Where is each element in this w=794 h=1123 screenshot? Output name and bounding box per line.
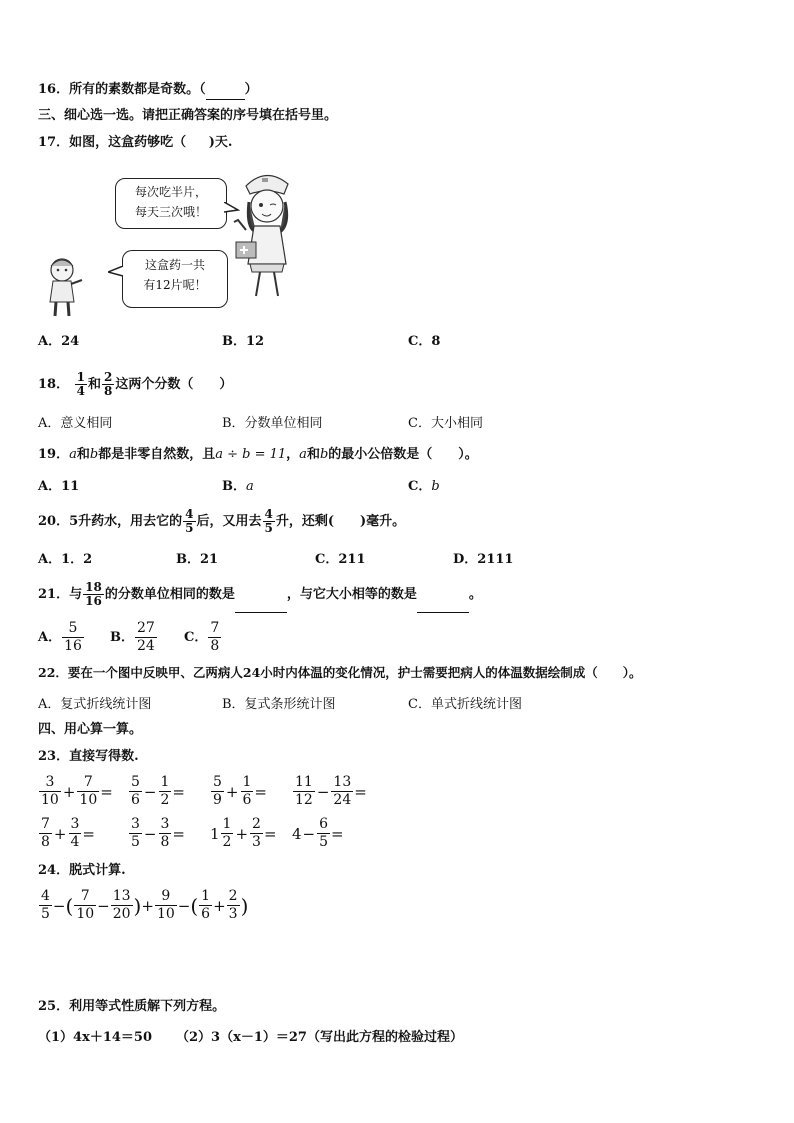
fraction: [39, 888, 52, 923]
fraction: [241, 774, 254, 809]
denominator: 16: [85, 594, 102, 608]
equals-sign: =: [172, 824, 185, 843]
paren-close: ）: [244, 82, 258, 97]
paren-close: )天.: [208, 135, 233, 150]
bubble-text: 每天三次哦！: [134, 205, 207, 219]
operator: +: [53, 824, 67, 843]
question-number: 18．: [38, 377, 70, 392]
fraction: [159, 774, 172, 809]
numerator: 7: [210, 620, 220, 636]
variable-a: a: [69, 447, 77, 462]
option-b[interactable]: B．复式条形统计图: [222, 697, 336, 712]
numerator: 1: [242, 774, 252, 790]
calc-item[interactable]: [210, 774, 267, 809]
option-c[interactable]: C．8: [408, 334, 441, 349]
calc-item[interactable]: [292, 816, 344, 851]
paren: ): [240, 893, 249, 918]
operator: −: [177, 896, 191, 915]
operator: −: [143, 782, 157, 801]
fraction: [62, 620, 84, 655]
numerator: 7: [41, 816, 50, 832]
fraction: [75, 371, 87, 398]
operator: +: [213, 896, 226, 915]
question-19: [38, 446, 478, 464]
option-label: B．: [110, 630, 134, 645]
question-text: 5升药水，用去它的: [69, 514, 183, 529]
denominator: 4: [76, 384, 85, 398]
calc-item[interactable]: [292, 774, 367, 809]
question-22: [38, 664, 642, 682]
fraction: [155, 888, 177, 923]
fraction: [83, 581, 104, 608]
question-text: 直接写得数.: [69, 749, 139, 764]
fraction: [227, 888, 240, 923]
question-text: 的分数单位相同的数是: [104, 587, 235, 602]
equation: a ÷ b = 11: [215, 447, 287, 462]
numerator: 4: [41, 888, 50, 904]
whole-number: 4: [292, 824, 302, 843]
question-number: 20．: [38, 514, 70, 529]
whole-number: 1: [210, 824, 220, 843]
nurse-illustration: [232, 168, 300, 300]
numerator: 18: [85, 580, 102, 594]
denominator: 10: [76, 906, 95, 922]
numerator: 4: [264, 507, 273, 521]
option-d[interactable]: D．2111: [453, 552, 514, 567]
question-number: 22．: [38, 665, 68, 680]
operator: +: [235, 824, 249, 843]
fraction: [69, 816, 82, 851]
section-4-heading: 四、用心算一算。: [38, 722, 143, 737]
question-number: 25．: [38, 999, 70, 1014]
operator: −: [316, 782, 330, 801]
fraction: [250, 816, 263, 851]
denominator: 10: [79, 792, 98, 808]
option-a[interactable]: A．1．2: [38, 552, 93, 567]
question-text: 升，还剩( )毫升。: [275, 514, 406, 529]
question-text: 的最小公倍数是（ ）。: [328, 447, 478, 462]
answer-blank[interactable]: [186, 135, 209, 150]
question-number: 23．: [38, 749, 70, 764]
option-c[interactable]: C．单式折线统计图: [408, 697, 522, 712]
denominator: 20: [112, 906, 131, 922]
equals-sign: =: [82, 824, 95, 843]
question-text: 都是非零自然数，且: [98, 447, 216, 462]
question-24: [38, 862, 126, 880]
denominator: 8: [104, 384, 113, 398]
question-text: 所有的素数都是奇数。（: [69, 82, 206, 97]
question-21: [38, 578, 482, 613]
numerator: 7: [83, 774, 93, 790]
fraction: [129, 816, 142, 851]
operator: +: [141, 896, 154, 915]
fraction: [211, 774, 224, 809]
denominator: 3: [228, 906, 238, 922]
bubble-tail: [224, 202, 240, 214]
bubble-text: 每次吃半片，: [134, 185, 207, 199]
numerator: 27: [137, 620, 155, 636]
conjunction: 和: [76, 447, 90, 462]
fraction: [159, 816, 172, 851]
equals-sign: =: [331, 824, 344, 843]
question-text: ，: [286, 447, 300, 462]
fraction: [263, 508, 275, 535]
fraction: [221, 816, 234, 851]
fraction: [183, 508, 195, 535]
equation-1: （1）4x＋14＝50: [38, 1030, 153, 1045]
denominator: 6: [242, 792, 252, 808]
numerator: 1: [222, 816, 232, 832]
fraction: [208, 620, 221, 655]
variable-b: b: [431, 479, 440, 494]
numerator: 2: [228, 888, 238, 904]
question-18: [38, 368, 232, 402]
bubble-text: 这盒药一共: [144, 258, 205, 272]
fraction: [331, 774, 353, 809]
equation-2: （2）3（x－1）＝27（写出此方程的检验过程）: [176, 1030, 463, 1045]
calc-item[interactable]: [128, 774, 185, 809]
fraction: [77, 774, 99, 809]
option-label: C．: [184, 630, 208, 645]
question-text: 。: [468, 587, 482, 602]
denominator: 5: [185, 521, 194, 535]
operator: −: [97, 896, 110, 915]
child-illustration: [40, 256, 86, 318]
question-23: [38, 748, 139, 766]
calc-item[interactable]: [210, 816, 277, 851]
question-text: 脱式计算.: [69, 863, 126, 878]
denominator: 6: [131, 792, 140, 808]
numerator: 2: [252, 816, 261, 832]
numerator: 11: [295, 774, 313, 790]
numerator: 2: [104, 370, 113, 384]
option-a[interactable]: A．复式折线统计图: [38, 697, 152, 712]
numerator: 4: [185, 507, 194, 521]
question-text: 与: [69, 587, 83, 602]
denominator: 16: [64, 638, 82, 654]
option-a[interactable]: A．24: [38, 334, 80, 349]
operator: −: [143, 824, 157, 843]
question-16: [38, 81, 258, 100]
numerator: 5: [68, 620, 78, 636]
answer-blank[interactable]: [206, 81, 245, 100]
option-c[interactable]: C．大小相同: [408, 416, 483, 431]
illustration: [40, 168, 300, 318]
numerator: 1: [201, 888, 211, 904]
question-number: 17．: [38, 135, 70, 150]
numerator: 1: [160, 774, 170, 790]
bubble-text: 有12片呢！: [143, 278, 207, 292]
expression-q24: [38, 888, 248, 923]
denominator: 10: [156, 906, 175, 922]
numerator: 1: [76, 370, 85, 384]
equals-sign: =: [100, 782, 113, 801]
numerator: 13: [333, 774, 352, 790]
fraction: [111, 888, 133, 923]
numerator: 5: [213, 774, 222, 790]
option-a[interactable]: A．意义相同: [38, 416, 113, 431]
option-label: C．: [408, 479, 432, 494]
fraction: [74, 888, 96, 923]
fraction: [102, 371, 114, 398]
question-text: ，与它大小相等的数是: [286, 587, 417, 602]
option-c[interactable]: [184, 620, 222, 655]
denominator: 8: [41, 834, 50, 850]
denominator: 5: [131, 834, 140, 850]
section-3-heading: 三、细心选一选。请把正确答案的序号填在括号里。: [38, 108, 338, 123]
option-c[interactable]: C．211: [315, 552, 366, 567]
nurse-speech-bubble: [115, 178, 227, 229]
option-b[interactable]: B．21: [176, 552, 219, 567]
denominator: 3: [252, 834, 261, 850]
equals-sign: =: [254, 782, 267, 801]
numerator: 7: [80, 888, 90, 904]
question-text: 利用等式性质解下列方程。: [69, 999, 226, 1014]
fraction: [199, 888, 212, 923]
numerator: 3: [160, 816, 170, 832]
operator: −: [302, 824, 316, 843]
denominator: 4: [70, 834, 80, 850]
denominator: 12: [295, 792, 313, 808]
option-c[interactable]: [408, 478, 440, 496]
variable-b: b: [319, 447, 329, 462]
operator: −: [52, 896, 66, 915]
question-text: 如图，这盒药够吃（: [69, 135, 187, 150]
calc-item[interactable]: [38, 816, 95, 851]
numerator: 3: [131, 816, 140, 832]
option-b[interactable]: [110, 620, 158, 655]
denominator: 10: [41, 792, 59, 808]
fraction: [135, 620, 157, 655]
paren: (: [65, 893, 74, 918]
option-label: A．: [38, 630, 62, 645]
calc-item[interactable]: [128, 816, 185, 851]
question-text: 后，又用去: [196, 514, 262, 529]
option-b[interactable]: B．12: [222, 334, 265, 349]
option-b[interactable]: B．分数单位相同: [222, 416, 323, 431]
denominator: 5: [41, 906, 50, 922]
variable-a: a: [299, 447, 307, 462]
equals-sign: =: [172, 782, 185, 801]
numerator: 6: [319, 816, 329, 832]
question-number: 21．: [38, 587, 70, 602]
denominator: 2: [222, 834, 232, 850]
question-number: 19．: [38, 447, 70, 462]
calc-item[interactable]: [38, 774, 113, 809]
question-17: [38, 134, 232, 152]
question-25: [38, 998, 225, 1016]
denominator: 5: [264, 521, 273, 535]
answer-blank-2[interactable]: [417, 578, 469, 613]
denominator: 8: [210, 638, 220, 654]
numerator: 5: [131, 774, 140, 790]
variable-b: b: [89, 447, 99, 462]
operator: +: [225, 782, 239, 801]
operator: +: [62, 782, 76, 801]
option-a[interactable]: [38, 620, 85, 655]
question-number: 24．: [38, 863, 70, 878]
conjunction: 和: [306, 447, 320, 462]
denominator: 6: [201, 906, 211, 922]
option-a[interactable]: A．11: [38, 479, 80, 494]
denominator: 8: [160, 834, 170, 850]
paren: ): [133, 893, 142, 918]
denominator: 24: [137, 638, 155, 654]
numerator: 3: [70, 816, 80, 832]
numerator: 13: [112, 888, 131, 904]
equals-sign: =: [263, 824, 277, 843]
fraction: [39, 774, 61, 809]
option-label: B．: [222, 479, 246, 494]
paren: (: [190, 893, 199, 918]
fraction: [129, 774, 142, 809]
bubble-tail: [108, 266, 124, 278]
denominator: 2: [160, 792, 170, 808]
question-text: 要在一个图中反映甲、乙两病人24小时内体温的变化情况，护士需要把病人的体温数据绘制成（ ）。: [67, 665, 642, 680]
fraction: [317, 816, 330, 851]
denominator: 24: [333, 792, 352, 808]
question-text: 这两个分数（ ）: [115, 377, 233, 392]
numerator: 9: [161, 888, 171, 904]
answer-blank-1[interactable]: [235, 578, 287, 613]
variable-a: a: [246, 479, 254, 494]
conjunction: 和: [87, 377, 101, 392]
denominator: 9: [213, 792, 222, 808]
question-number: 16．: [38, 82, 70, 97]
numerator: 3: [45, 774, 55, 790]
question-20: [38, 505, 405, 539]
option-b[interactable]: [222, 478, 254, 496]
fraction: [39, 816, 52, 851]
equals-sign: =: [354, 782, 367, 801]
fraction: [293, 774, 315, 809]
denominator: 5: [319, 834, 329, 850]
child-speech-bubble: [122, 250, 228, 308]
